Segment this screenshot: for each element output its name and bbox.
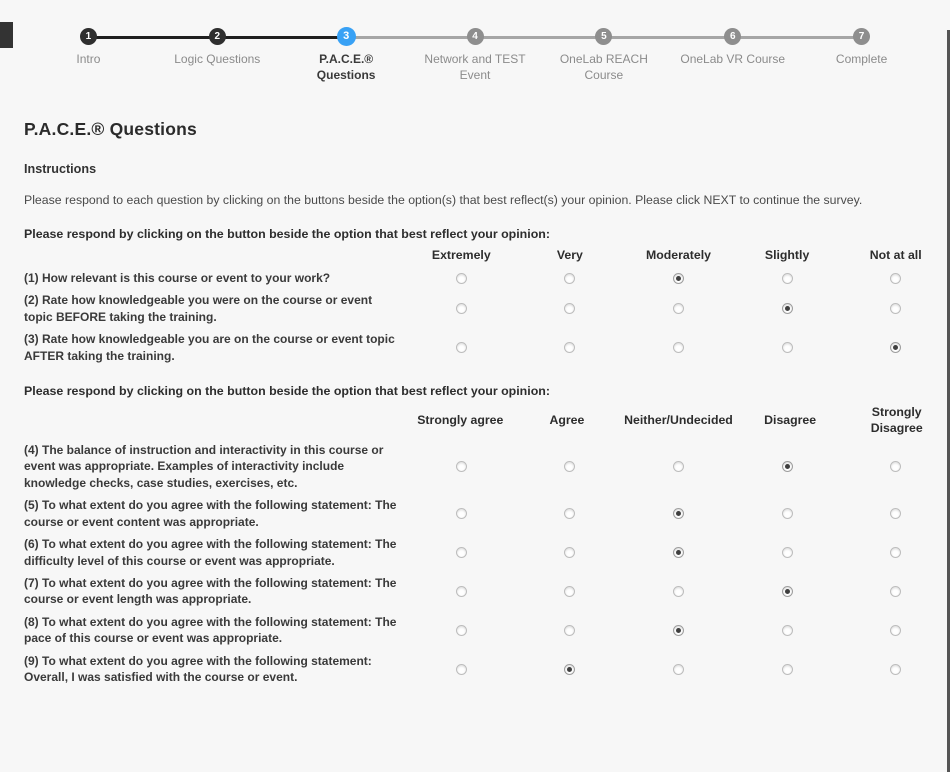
radio-cell: [841, 270, 950, 287]
stepper-label-7: Complete: [835, 52, 888, 66]
question-text: (6) To what extent do you agree with the following statement: The difficulty level of this course or event was appropriate.: [24, 537, 397, 568]
radio-cell: [624, 622, 733, 639]
matrix2-question-row-2: [24, 494, 950, 533]
radio-cell: [624, 458, 733, 475]
stepper-connector-right: [346, 36, 410, 39]
radio-matrix2-row2-agree[interactable]: [564, 508, 575, 519]
stepper-connector-right: [475, 36, 539, 39]
left-edge-artifact: [0, 22, 13, 48]
radio-cell: [733, 622, 842, 639]
stepper-step-2[interactable]: [153, 16, 282, 83]
radio-matrix2-row3-agree[interactable]: [564, 547, 575, 558]
instructions-heading: Instructions: [24, 162, 97, 177]
radio-cell: [841, 339, 950, 356]
radio-matrix2-row4-agree[interactable]: [564, 586, 575, 597]
matrix2-question-row-5: [24, 611, 950, 650]
matrix1-table: [24, 245, 950, 367]
radio-matrix2-row5-strongly-agree[interactable]: [456, 625, 467, 636]
radio-matrix1-row1-slightly[interactable]: [782, 273, 793, 284]
matrix1-question-row-3: [24, 328, 950, 367]
radio-matrix2-row1-disagree[interactable]: [782, 461, 793, 472]
matrix2-header-row: [24, 402, 950, 439]
radio-matrix2-row4-strongly-agree[interactable]: [456, 586, 467, 597]
radio-cell: [516, 661, 625, 678]
radio-matrix1-row1-moderately[interactable]: [673, 273, 684, 284]
radio-matrix2-row1-strongly-agree[interactable]: [456, 461, 467, 472]
question-text: (2) Rate how knowledgeable you were on the course or event topic BEFORE taking the training.: [24, 293, 373, 324]
radio-matrix2-row3-strongly-agree[interactable]: [456, 547, 467, 558]
radio-cell: [733, 270, 842, 287]
radio-matrix2-row1-agree[interactable]: [564, 461, 575, 472]
instructions-text: Please respond to each question by clicking on the buttons beside the option(s) that best reflect(s) your opinion. Please click NEXT to continue the survey.: [24, 193, 863, 208]
radio-cell: [624, 339, 733, 356]
stepper-label-6: OneLab VR Course: [680, 52, 786, 66]
radio-cell: [516, 544, 625, 561]
stepper-circle-4[interactable]: 4: [467, 28, 484, 45]
radio-cell: [624, 300, 733, 317]
radio-matrix2-row2-disagree[interactable]: [782, 508, 793, 519]
matrix1-question-row-2: [24, 289, 950, 328]
radio-matrix1-row3-slightly[interactable]: [782, 342, 793, 353]
radio-matrix2-row1-neither-undecided[interactable]: [673, 461, 684, 472]
radio-cell: [733, 458, 842, 475]
radio-matrix2-row3-strongly-disagree[interactable]: [890, 547, 901, 558]
radio-matrix1-row1-very[interactable]: [564, 273, 575, 284]
matrix2-option-header-5: Strongly Disagree: [870, 405, 923, 435]
radio-matrix2-row6-disagree[interactable]: [782, 664, 793, 675]
radio-cell: [407, 270, 516, 287]
radio-matrix2-row3-disagree[interactable]: [782, 547, 793, 558]
stepper-label-4: Network and TEST Event: [424, 52, 526, 82]
stepper-connector-left: [539, 36, 603, 39]
radio-matrix2-row1-strongly-disagree[interactable]: [890, 461, 901, 472]
radio-cell: [841, 583, 950, 600]
matrix1-question-row-1: [24, 267, 950, 289]
matrix1-option-header-3: Moderately: [646, 248, 711, 263]
radio-matrix2-row3-neither-undecided[interactable]: [673, 547, 684, 558]
matrix-section-1: [24, 227, 950, 367]
radio-cell: [407, 544, 516, 561]
stepper-connector-right: [88, 36, 152, 39]
stepper-label-5: OneLab REACH Course: [559, 52, 648, 82]
stepper-connector-right: [217, 36, 281, 39]
stepper-label-1: Intro: [76, 52, 101, 66]
stepper-connector-left: [668, 36, 732, 39]
matrix2-prompt: Please respond by clicking on the button beside the option that best reflect your opinion:: [24, 384, 550, 399]
radio-cell: [407, 661, 516, 678]
matrix2-option-header-4: Disagree: [764, 412, 817, 427]
matrix1-question-column-header: [24, 253, 407, 259]
radio-cell: [733, 661, 842, 678]
question-text: (7) To what extent do you agree with the following statement: The course or event length was appropriate.: [24, 575, 397, 607]
radio-cell: [407, 300, 516, 317]
radio-matrix2-row2-neither-undecided[interactable]: [673, 508, 684, 519]
radio-cell: [516, 270, 625, 287]
stepper-circle-2[interactable]: 2: [209, 28, 226, 45]
radio-cell: [624, 583, 733, 600]
progress-stepper: [0, 0, 950, 83]
radio-cell: [841, 505, 950, 522]
radio-matrix2-row4-disagree[interactable]: [782, 586, 793, 597]
radio-cell: [733, 544, 842, 561]
question-text: (4) The balance of instruction and interactivity in this course or event was appropriate. Examples of interactivity include knowledge checks, case studies, exercises, etc.: [24, 442, 384, 490]
radio-cell: [624, 544, 733, 561]
radio-matrix1-row3-moderately[interactable]: [673, 342, 684, 353]
matrix2-option-header-1: Strongly agree: [417, 412, 504, 427]
matrix1-prompt: Please respond by clicking on the button beside the option that best reflect your opinion:: [24, 227, 550, 242]
radio-matrix2-row5-agree[interactable]: [564, 625, 575, 636]
stepper-connector-right: [733, 36, 797, 39]
radio-cell: [624, 505, 733, 522]
stepper-label-3: P.A.C.E.® Questions: [316, 52, 376, 82]
stepper-circle-3[interactable]: 3: [337, 27, 356, 46]
radio-matrix2-row4-neither-undecided[interactable]: [673, 586, 684, 597]
radio-matrix2-row2-strongly-disagree[interactable]: [890, 508, 901, 519]
matrix2-option-header-3: Neither/Undecided: [624, 412, 733, 427]
radio-cell: [841, 458, 950, 475]
radio-matrix2-row6-neither-undecided[interactable]: [673, 664, 684, 675]
radio-matrix2-row4-strongly-disagree[interactable]: [890, 586, 901, 597]
matrix1-option-header-1: Extremely: [431, 248, 491, 263]
radio-cell: [841, 622, 950, 639]
question-text: (8) To what extent do you agree with the following statement: The pace of this course or event was appropriate.: [24, 614, 397, 646]
stepper-step-1[interactable]: [24, 16, 153, 83]
question-text: (5) To what extent do you agree with the following statement: The course or event content was appropriate.: [24, 498, 397, 529]
radio-cell: [841, 661, 950, 678]
page-title: P.A.C.E.® Questions: [24, 119, 197, 140]
radio-cell: [841, 544, 950, 561]
radio-matrix1-row1-extremely[interactable]: [456, 273, 467, 284]
radio-matrix1-row3-very[interactable]: [564, 342, 575, 353]
stepper-step-6[interactable]: [668, 16, 797, 83]
radio-cell: [407, 458, 516, 475]
radio-matrix2-row6-strongly-agree[interactable]: [456, 664, 467, 675]
radio-cell: [733, 300, 842, 317]
radio-cell: [407, 339, 516, 356]
matrix2-question-row-6: [24, 650, 950, 689]
radio-cell: [841, 300, 950, 317]
stepper-circle-6[interactable]: 6: [724, 28, 741, 45]
question-text: (1) How relevant is this course or event to your work?: [24, 271, 331, 286]
stepper-step-3[interactable]: [282, 16, 411, 83]
radio-cell: [407, 622, 516, 639]
stepper-connector-left: [153, 36, 217, 39]
stepper-step-4[interactable]: [411, 16, 540, 83]
radio-matrix1-row2-slightly[interactable]: [782, 303, 793, 314]
radio-cell: [516, 583, 625, 600]
radio-matrix1-row2-extremely[interactable]: [456, 303, 467, 314]
radio-cell: [516, 339, 625, 356]
stepper-circle-7[interactable]: 7: [853, 28, 870, 45]
stepper-circle-1[interactable]: 1: [80, 28, 97, 45]
radio-matrix1-row3-extremely[interactable]: [456, 342, 467, 353]
radio-cell: [624, 661, 733, 678]
matrix2-question-column-header: [24, 418, 407, 424]
radio-matrix2-row6-agree[interactable]: [564, 664, 575, 675]
stepper-label-2: Logic Questions: [174, 52, 261, 66]
radio-cell: [733, 339, 842, 356]
radio-cell: [516, 458, 625, 475]
radio-matrix1-row3-not-at-all[interactable]: [890, 342, 901, 353]
radio-matrix2-row5-neither-undecided[interactable]: [673, 625, 684, 636]
radio-cell: [624, 270, 733, 287]
matrix1-option-header-4: Slightly: [764, 248, 810, 263]
radio-cell: [516, 622, 625, 639]
question-text: (3) Rate how knowledgeable you are on the course or event topic AFTER taking the training.: [24, 332, 395, 363]
radio-matrix1-row2-moderately[interactable]: [673, 303, 684, 314]
main-content: [0, 119, 950, 688]
radio-matrix1-row1-not-at-all[interactable]: [890, 273, 901, 284]
radio-matrix2-row6-strongly-disagree[interactable]: [890, 664, 901, 675]
radio-matrix1-row2-not-at-all[interactable]: [890, 303, 901, 314]
matrix-section-2: [24, 384, 950, 688]
radio-cell: [407, 505, 516, 522]
radio-matrix2-row2-strongly-agree[interactable]: [456, 508, 467, 519]
stepper-circle-5[interactable]: 5: [595, 28, 612, 45]
radio-cell: [733, 505, 842, 522]
matrix2-question-row-1: [24, 439, 950, 494]
stepper-connector-left: [411, 36, 475, 39]
radio-cell: [407, 583, 516, 600]
radio-matrix1-row2-very[interactable]: [564, 303, 575, 314]
matrix1-header-row: [24, 245, 950, 267]
radio-cell: [733, 583, 842, 600]
stepper-step-5[interactable]: [539, 16, 668, 83]
stepper-connector-left: [797, 36, 861, 39]
matrix2-table: [24, 402, 950, 688]
question-text: (9) To what extent do you agree with the following statement: Overall, I was satisfied with the course or event.: [24, 653, 372, 685]
matrix1-option-header-2: Very: [556, 248, 583, 263]
radio-cell: [516, 300, 625, 317]
radio-cell: [516, 505, 625, 522]
matrix2-question-row-3: [24, 533, 950, 572]
radio-matrix2-row5-strongly-disagree[interactable]: [890, 625, 901, 636]
radio-matrix2-row5-disagree[interactable]: [782, 625, 793, 636]
matrix2-option-header-2: Agree: [549, 412, 585, 427]
matrix2-question-row-4: [24, 572, 950, 611]
stepper-connector-right: [604, 36, 668, 39]
matrix1-option-header-5: Not at all: [869, 248, 922, 263]
stepper-step-7[interactable]: [797, 16, 926, 83]
